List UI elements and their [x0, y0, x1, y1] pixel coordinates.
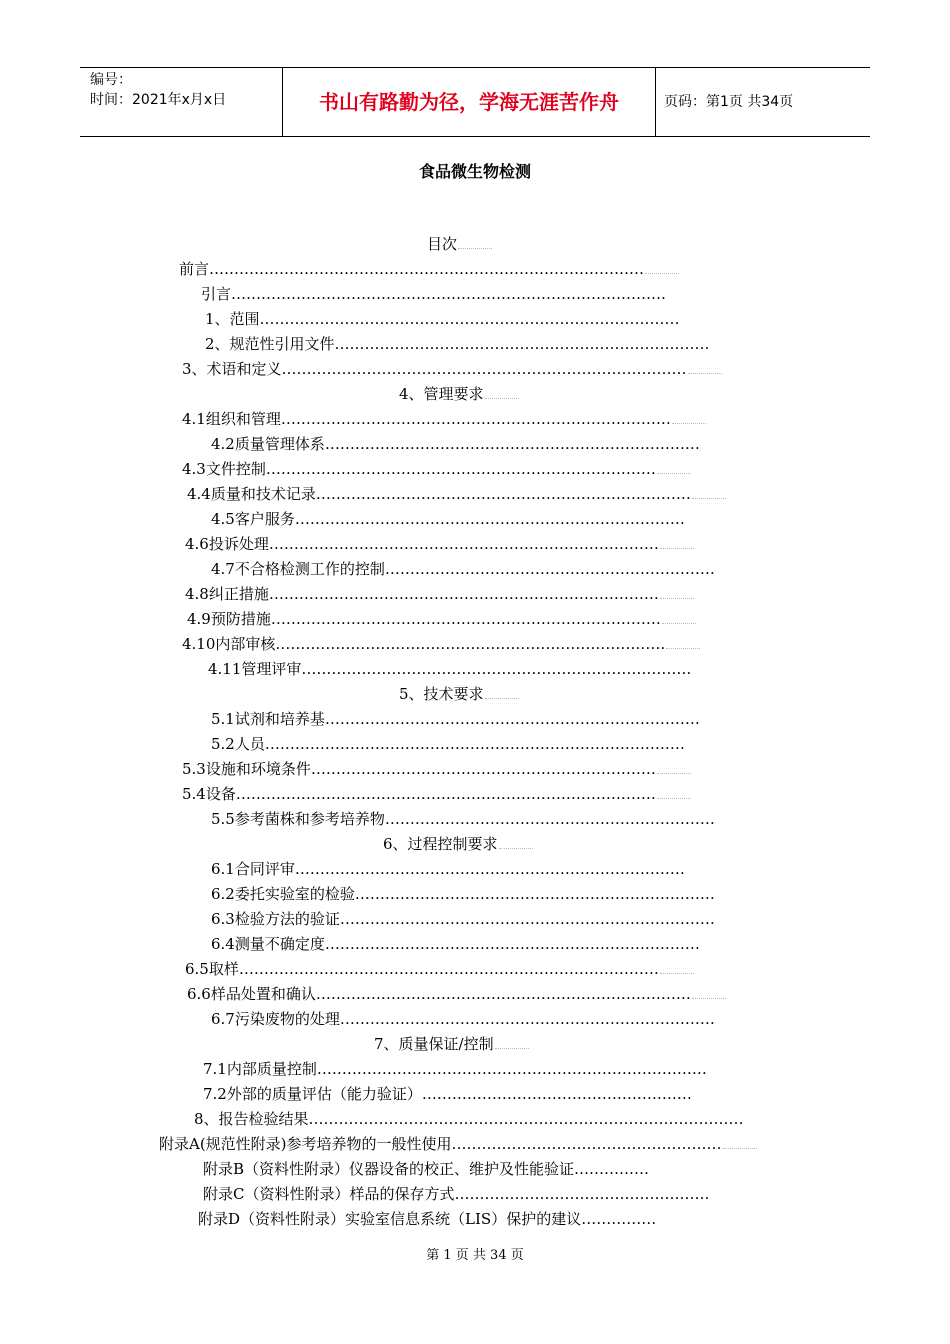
- toc-item[interactable]: 5.1试剂和培养基…………………………………………………………………: [211, 710, 700, 728]
- toc-item[interactable]: 引言……………………………………………………………………………: [201, 285, 667, 303]
- toc-item[interactable]: 5.5参考菌株和参考培养物…………………………………………………………: [211, 810, 715, 828]
- toc-item[interactable]: 4.7不合格检测工作的控制…………………………………………………………: [211, 560, 715, 578]
- toc-item[interactable]: 4.6投诉处理……………………………………………………………………: [185, 534, 694, 554]
- toc-item[interactable]: 5.3设施和环境条件……………………………………………………………: [182, 759, 691, 779]
- toc-item[interactable]: 6.7污染废物的处理…………………………………………………………………: [211, 1010, 715, 1028]
- toc-item[interactable]: 4.5客户服务……………………………………………………………………: [211, 510, 685, 528]
- toc-item[interactable]: 6.2委托实验室的检验………………………………………………………………: [211, 885, 715, 903]
- toc-item[interactable]: 附录D（资料性附录）实验室信息系统（LIS）保护的建议……………: [198, 1210, 657, 1228]
- toc-item[interactable]: 6.1合同评审……………………………………………………………………: [211, 860, 685, 878]
- toc-item[interactable]: 4.10内部审核……………………………………………………………………: [182, 634, 700, 654]
- toc-item[interactable]: 6.3检验方法的验证…………………………………………………………………: [211, 910, 715, 928]
- header-right-cell: [656, 68, 870, 136]
- toc-item[interactable]: 3、术语和定义………………………………………………………………………: [182, 359, 722, 379]
- motto: 书山有路勤为径，学海无涯苦作舟: [319, 90, 619, 114]
- toc-item[interactable]: 4.3文件控制……………………………………………………………………: [182, 459, 691, 479]
- toc-item[interactable]: 6.4测量不确定度…………………………………………………………………: [211, 935, 700, 953]
- toc-item[interactable]: 4.2质量管理体系…………………………………………………………………: [211, 435, 700, 453]
- document-title: 食品微生物检测: [418, 162, 531, 181]
- document-header: [80, 67, 870, 137]
- date-line: 时间：2021年x月x日: [90, 92, 227, 108]
- toc-item[interactable]: 4.11管理评审……………………………………………………………………: [208, 660, 692, 678]
- toc-item[interactable]: 7.1内部质量控制……………………………………………………………………: [203, 1060, 707, 1078]
- toc-item[interactable]: 6.6样品处置和确认…………………………………………………………………: [187, 984, 726, 1004]
- toc-item[interactable]: 4.4质量和技术记录…………………………………………………………………: [187, 484, 726, 504]
- toc-item[interactable]: 5.2人员…………………………………………………………………………: [211, 735, 685, 753]
- toc-item[interactable]: 4.9预防措施……………………………………………………………………: [187, 609, 696, 629]
- toc-item[interactable]: 2、规范性引用文件…………………………………………………………………: [205, 335, 710, 353]
- page-info: 页码：第1页 共34页: [664, 94, 794, 110]
- toc-item[interactable]: 附录B（资料性附录）仪器设备的校正、维护及性能验证……………: [203, 1160, 650, 1178]
- page-footer: 第 1 页 共 34 页: [426, 1248, 524, 1263]
- toc-item[interactable]: 1、范围…………………………………………………………………………: [205, 310, 680, 328]
- toc-item[interactable]: 6.5取样…………………………………………………………………………: [185, 959, 694, 979]
- number-label: 编号：: [90, 72, 132, 88]
- toc-item[interactable]: 附录C（资料性附录）样品的保存方式……………………………………………: [203, 1185, 710, 1203]
- toc-item[interactable]: 4.1组织和管理……………………………………………………………………: [182, 409, 706, 429]
- header-left-cell: [80, 68, 280, 136]
- toc-item[interactable]: 7.2外部的质量评估（能力验证）………………………………………………: [203, 1085, 692, 1103]
- toc-item[interactable]: 前言……………………………………………………………………………: [179, 259, 679, 279]
- header-center-cell: [282, 68, 656, 136]
- toc-section-heading[interactable]: 6、过程控制要求: [383, 834, 533, 854]
- toc-item[interactable]: 8、报告检验结果……………………………………………………………………………: [194, 1110, 744, 1128]
- toc-item[interactable]: 4.8纠正措施……………………………………………………………………: [185, 584, 694, 604]
- toc-section-heading[interactable]: 5、技术要求: [399, 684, 519, 704]
- toc-item[interactable]: 5.4设备…………………………………………………………………………: [182, 784, 691, 804]
- toc-section-heading[interactable]: 4、管理要求: [399, 384, 519, 404]
- toc-item[interactable]: 附录A(规范性附录)参考培养物的一般性使用………………………………………………: [159, 1134, 757, 1154]
- toc-section-heading[interactable]: 7、质量保证/控制: [374, 1034, 529, 1054]
- toc-heading: 目次: [427, 234, 492, 254]
